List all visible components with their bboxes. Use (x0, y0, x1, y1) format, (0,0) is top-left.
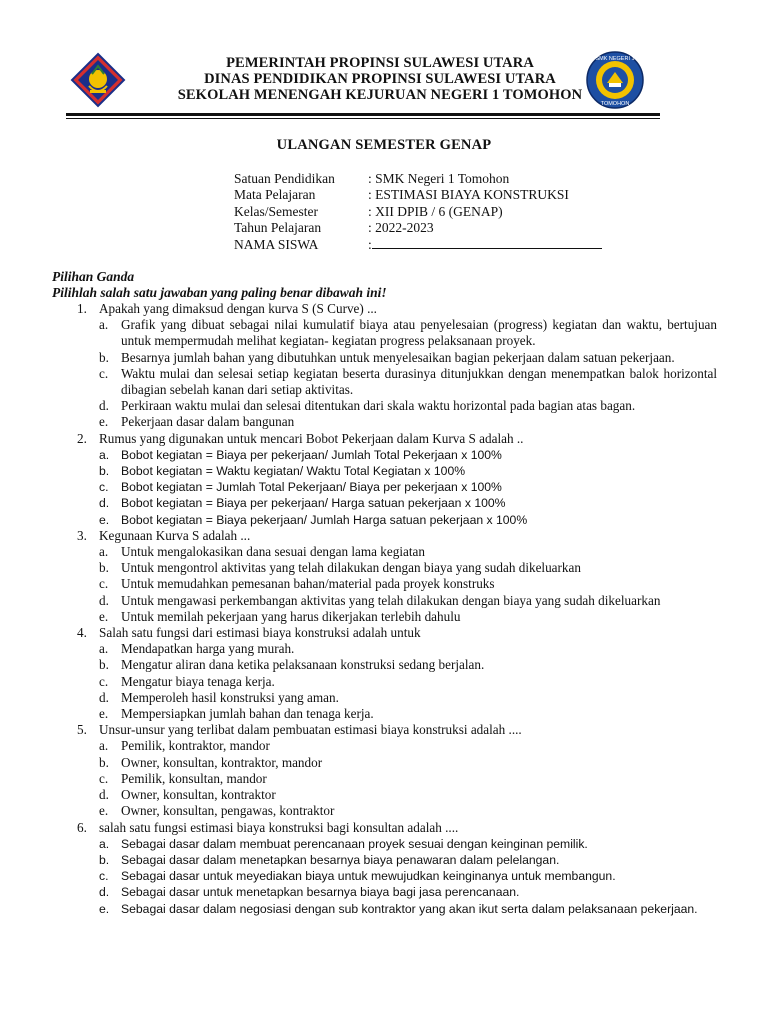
option-text: Sebagai dasar untuk meyediakan biaya untuk mewujudkan keinginanya untuk membangun. (121, 869, 616, 884)
answer-option[interactable] (52, 836, 717, 852)
question-text: Rumus yang digunakan untuk mencari Bobot Pekerjaan dalam Kurva S adalah .. (99, 430, 524, 446)
option-letter: d. (99, 496, 110, 511)
question-number: 5. (77, 722, 87, 738)
answer-option[interactable] (52, 901, 717, 917)
question-text: Kegunaan Kurva S adalah ... (99, 527, 251, 543)
question-number: 4. (77, 625, 87, 641)
answer-option[interactable] (52, 479, 717, 495)
answer-option[interactable] (52, 738, 717, 754)
option-letter: c. (99, 576, 109, 592)
province-crest-logo (70, 52, 126, 108)
option-text: Mengatur biaya tenaga kerja. (121, 673, 275, 689)
option-text: Bobot kegiatan = Biaya pekerjaan/ Jumlah Harga satuan pekerjaan x 100% (121, 512, 528, 527)
option-letter: e. (99, 512, 110, 527)
answer-option[interactable] (52, 447, 717, 463)
answer-option[interactable] (52, 560, 717, 576)
answer-option[interactable] (52, 852, 717, 868)
option-letter: a. (99, 447, 110, 462)
identity-value: : 2022-2023 (368, 220, 434, 236)
answer-option[interactable] (52, 398, 717, 414)
answer-option[interactable] (52, 803, 717, 819)
answer-option[interactable] (52, 755, 717, 771)
identity-value: : (368, 236, 372, 252)
option-text: Waktu mulai dan selesai setiap kegiatan beserta durasinya ditunjukkan dengan menempatkan balok horizontal dibagian sebelah kanan dari setiap aktivitas. (121, 365, 717, 398)
option-text: Untuk mengawasi perkembangan aktivitas yang telah dilakukan dengan biaya yang sudah dikeluarkan (121, 592, 661, 608)
answer-option[interactable] (52, 495, 717, 511)
answer-option[interactable] (52, 771, 717, 787)
student-name-field[interactable] (372, 237, 602, 249)
identity-label: Satuan Pendidikan (234, 171, 335, 186)
identity-value: : XII DPIB / 6 (GENAP) (368, 203, 503, 219)
option-letter: a. (99, 317, 109, 333)
option-text: Sebagai dasar dalam menetapkan besarnya biaya penawaran dalam pelelangan. (121, 852, 560, 867)
identity-row (234, 204, 602, 220)
letterhead-line-2: DINAS PENDIDIKAN PROPINSI SULAWESI UTARA (204, 71, 556, 87)
section-heading: Pilihan Ganda (52, 269, 135, 284)
exam-title: ULANGAN SEMESTER GENAP (276, 137, 492, 153)
option-text: Bobot kegiatan = Biaya per pekerjaan/ Harga satuan pekerjaan x 100% (121, 496, 506, 511)
option-text: Pemilik, konsultan, mandor (121, 770, 267, 786)
question-text: Apakah yang dimaksud dengan kurva S (S Curve) ... (99, 301, 377, 316)
identity-label: Mata Pelajaran (234, 187, 316, 203)
identity-label: NAMA SISWA (234, 236, 319, 252)
option-text: Sebagai dasar untuk menetapkan besarnya biaya bagi jasa perencanaan. (121, 885, 520, 900)
option-text: Mendapatkan harga yang murah. (121, 641, 295, 657)
question-number: 6. (77, 819, 87, 835)
answer-option[interactable] (52, 414, 717, 430)
option-text: Besarnya jumlah bahan yang dibutuhkan untuk menyelesaikan bagian pekerjaan dalam satuan pekerjaan. (121, 349, 675, 365)
option-text: Pekerjaan dasar dalam bangunan (121, 414, 295, 430)
answer-option[interactable] (52, 576, 717, 592)
answer-option[interactable] (52, 317, 717, 349)
identity-row (234, 171, 602, 187)
option-letter: c. (99, 869, 109, 884)
answer-option[interactable] (52, 641, 717, 657)
option-text: Bobot kegiatan = Biaya per pekerjaan/ Jumlah Total Pekerjaan x 100% (121, 447, 502, 462)
identity-value: : ESTIMASI BIAYA KONSTRUKSI (368, 187, 569, 203)
option-text: Untuk memudahkan pemesanan bahan/material pada proyek konstruks (121, 576, 495, 592)
question-item (52, 528, 717, 544)
option-letter: a. (99, 641, 109, 657)
answer-option[interactable] (52, 366, 717, 398)
option-letter: b. (99, 560, 109, 576)
option-text: Sebagai dasar dalam membuat perencanaan proyek sesuai dengan keinginan pemilik. (121, 836, 588, 851)
letterhead-line-3: SEKOLAH MENENGAH KEJURUAN NEGERI 1 TOMOHON (177, 87, 583, 103)
question-text: Unsur-unsur yang terlibat dalam pembuatan estimasi biaya konstruksi adalah .... (99, 722, 522, 738)
option-letter: e. (99, 803, 109, 819)
identity-row (234, 220, 602, 236)
answer-option[interactable] (52, 544, 717, 560)
option-letter: d. (99, 689, 109, 705)
option-letter: b. (99, 754, 109, 770)
answer-option[interactable] (52, 787, 717, 803)
answer-option[interactable] (52, 657, 717, 673)
option-text: Perkiraan waktu mulai dan selesai ditentukan dari skala waktu horizontal pada bagian atas bagan. (121, 398, 636, 414)
identity-row (234, 237, 602, 253)
question-item (52, 625, 717, 641)
question-item (52, 820, 717, 836)
answer-option[interactable] (52, 593, 717, 609)
question-item (52, 722, 717, 738)
question-text: salah satu fungsi estimasi biaya konstruksi bagi konsultan adalah .... (99, 819, 459, 835)
answer-option[interactable] (52, 884, 717, 900)
identity-value: : SMK Negeri 1 Tomohon (368, 171, 510, 186)
question-list (52, 301, 717, 917)
letterhead (150, 55, 610, 103)
option-letter: c. (99, 673, 109, 689)
answer-option[interactable] (52, 350, 717, 366)
identity-row (234, 187, 602, 203)
school-logo-text-bottom: TOMOHON (600, 101, 630, 107)
option-letter: c. (99, 480, 109, 495)
answer-option[interactable] (52, 463, 717, 479)
answer-option[interactable] (52, 706, 717, 722)
option-text: Owner, konsultan, kontraktor, mandor (121, 754, 323, 770)
answer-option[interactable] (52, 868, 717, 884)
school-logo (585, 50, 645, 110)
option-text: Bobot kegiatan = Jumlah Total Pekerjaan/ Biaya per pekerjaan x 100% (121, 480, 502, 495)
option-letter: d. (99, 885, 110, 900)
option-letter: d. (99, 787, 109, 803)
option-letter: d. (99, 592, 109, 608)
school-logo-text-top: SMK NEGERI 1 (595, 56, 635, 62)
question-number: 3. (77, 527, 87, 543)
option-text: Sebagai dasar dalam negosiasi dengan sub kontraktor yang akan ikut serta dalam pelaksanaan pekerjaan. (121, 901, 698, 916)
option-text: Untuk mengontrol aktivitas yang telah dilakukan dengan biaya yang sudah dikeluarkan (121, 560, 581, 576)
option-text: Owner, konsultan, kontraktor (121, 787, 276, 803)
question-number: 2. (77, 430, 87, 446)
option-letter: c. (99, 365, 109, 381)
question-number: 1. (77, 301, 87, 316)
option-letter: e. (99, 901, 110, 916)
option-text: Mempersiapkan jumlah bahan dan tenaga kerja. (121, 706, 374, 722)
option-text: Bobot kegiatan = Waktu kegiatan/ Waktu Total Kegiatan x 100% (121, 464, 466, 479)
option-letter: c. (99, 770, 109, 786)
identity-label: Kelas/Semester (234, 203, 318, 219)
option-text: Untuk memilah pekerjaan yang harus dikerjakan terlebih dahulu (121, 608, 461, 624)
identity-label: Tahun Pelajaran (234, 220, 322, 236)
answer-option[interactable] (52, 690, 717, 706)
option-letter: b. (99, 657, 109, 673)
answer-option[interactable] (52, 512, 717, 528)
option-text: Owner, konsultan, pengawas, kontraktor (121, 803, 335, 819)
option-letter: b. (99, 349, 109, 365)
answer-option[interactable] (52, 609, 717, 625)
letterhead-divider-thin (66, 118, 660, 119)
identity-block (234, 171, 602, 253)
question-text: Salah satu fungsi dari estimasi biaya konstruksi adalah untuk (99, 625, 421, 641)
option-letter: e. (99, 414, 109, 430)
option-letter: a. (99, 738, 109, 754)
option-letter: a. (99, 544, 109, 560)
option-text: Pemilik, kontraktor, mandor (121, 738, 270, 754)
option-letter: e. (99, 706, 109, 722)
option-letter: b. (99, 852, 110, 867)
option-letter: b. (99, 464, 110, 479)
answer-option[interactable] (52, 674, 717, 690)
option-letter: e. (99, 608, 109, 624)
option-letter: d. (99, 398, 109, 414)
option-letter: a. (99, 836, 110, 851)
question-item (52, 301, 717, 317)
question-item (52, 431, 717, 447)
option-text: Memperoleh hasil konstruksi yang aman. (121, 689, 339, 705)
letterhead-line-1: PEMERINTAH PROPINSI SULAWESI UTARA (226, 55, 534, 71)
option-text: Mengatur aliran dana ketika pelaksanaan konstruksi sedang berjalan. (121, 657, 485, 673)
option-text: Grafik yang dibuat sebagai nilai kumulatif biaya atau penyelesaian (progress) kegiatan dan waktu, bertujuan untuk mempermudah melihat kegiatan- kegiatan progress pelaksanaan proyek. (121, 317, 717, 349)
section-instruction: Pilihlah salah satu jawaban yang paling benar dibawah ini! (52, 285, 387, 300)
option-text: Untuk mengalokasikan dana sesuai dengan lama kegiatan (121, 544, 425, 560)
letterhead-divider-thick (66, 113, 660, 116)
